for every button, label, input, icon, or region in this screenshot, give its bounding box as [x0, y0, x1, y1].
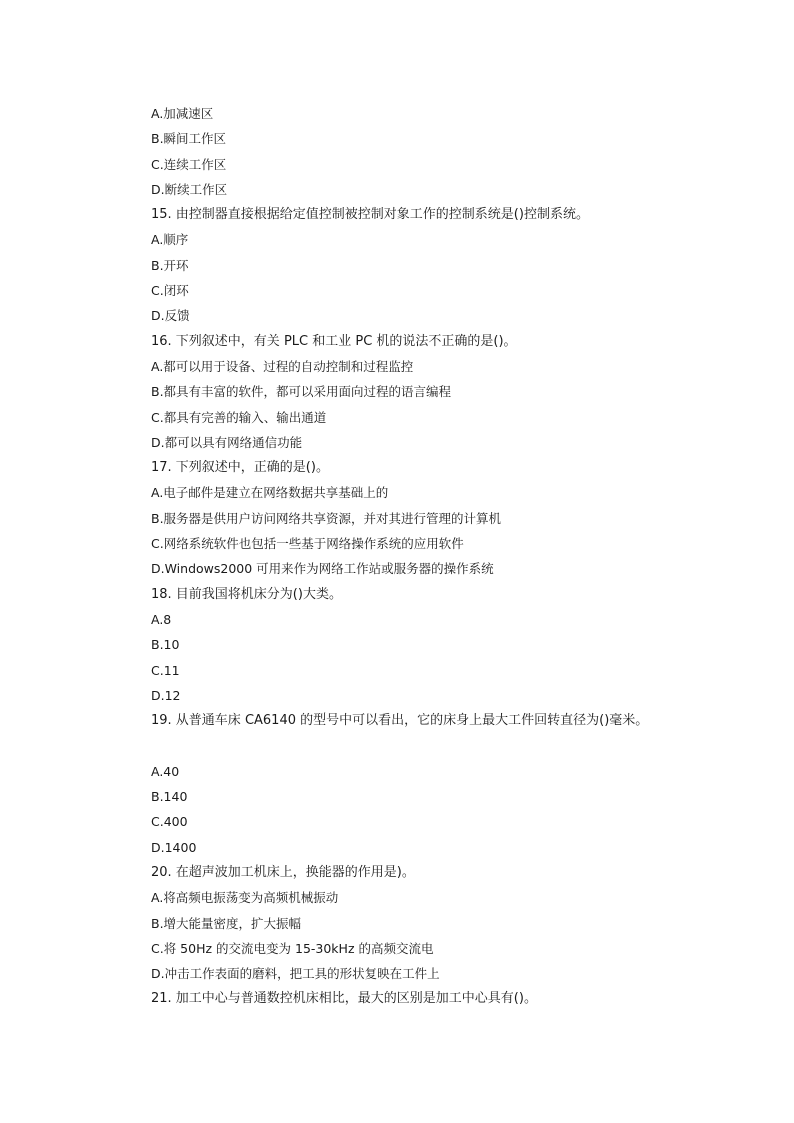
answer-option: C.都具有完善的输入、输出通道 [151, 409, 327, 425]
answer-option: D.12 [151, 687, 181, 703]
answer-option: C.网络系统软件也包括一些基于网络操作系统的应用软件 [151, 536, 464, 552]
blank-line [151, 733, 711, 758]
question-text: 18. 目前我国将机床分为()大类。 [151, 586, 342, 602]
answer-option: B.瞬间工作区 [151, 131, 227, 147]
question-text: 21. 加工中心与普通数控机床相比，最大的区别是加工中心具有()。 [151, 991, 537, 1007]
answer-option: D.Windows2000 可用来作为网络工作站或服务器的操作系统 [151, 561, 494, 577]
answer-option: B.服务器是供用户访问网络共享资源，并对其进行管理的计算机 [151, 510, 502, 526]
question-text: 20. 在超声波加工机床上，换能器的作用是)。 [151, 864, 415, 880]
answer-option: B.140 [151, 789, 188, 805]
answer-option: C.400 [151, 814, 188, 830]
answer-option: C.连续工作区 [151, 156, 227, 172]
answer-option: D.断续工作区 [151, 181, 228, 197]
answer-option: A.8 [151, 611, 172, 627]
question-text: 15. 由控制器直接根据给定值控制被控制对象工作的控制系统是()控制系统。 [151, 207, 589, 223]
answer-option: A.电子邮件是建立在网络数据共享基础上的 [151, 485, 389, 501]
answer-option: C.11 [151, 662, 180, 678]
answer-option: D.冲击工作表面的磨料，把工具的形状复映在工件上 [151, 966, 440, 982]
question-text: 19. 从普通车床 CA6140 的型号中可以看出，它的床身上最大工件回转直径为()毫米。 [151, 713, 649, 729]
answer-option: C.将 50Hz 的交流电变为 15-30kHz 的高频交流电 [151, 940, 434, 956]
answer-option: B.都具有丰富的软件，都可以采用面向过程的语言编程 [151, 384, 452, 400]
answer-option: B.开环 [151, 257, 189, 273]
answer-option: A.顺序 [151, 232, 189, 248]
answer-option: C.闭环 [151, 283, 189, 299]
answer-option: B.10 [151, 637, 180, 653]
answer-option: D.1400 [151, 839, 197, 855]
question-list [151, 101, 711, 1012]
question-text: 16. 下列叙述中，有关 PLC 和工业 PC 机的说法不正确的是()。 [151, 333, 517, 349]
answer-option: A.将高频电振荡变为高频机械振动 [151, 890, 339, 906]
answer-option: A.40 [151, 763, 180, 779]
answer-option: D.都可以具有网络通信功能 [151, 434, 303, 450]
question-text: 17. 下列叙述中，正确的是()。 [151, 460, 329, 476]
answer-option: D.反馈 [151, 308, 190, 324]
answer-option: A.都可以用于设备、过程的自动控制和过程监控 [151, 358, 414, 374]
answer-option: A.加减速区 [151, 106, 214, 121]
answer-option: B.增大能量密度，扩大振幅 [151, 915, 302, 931]
